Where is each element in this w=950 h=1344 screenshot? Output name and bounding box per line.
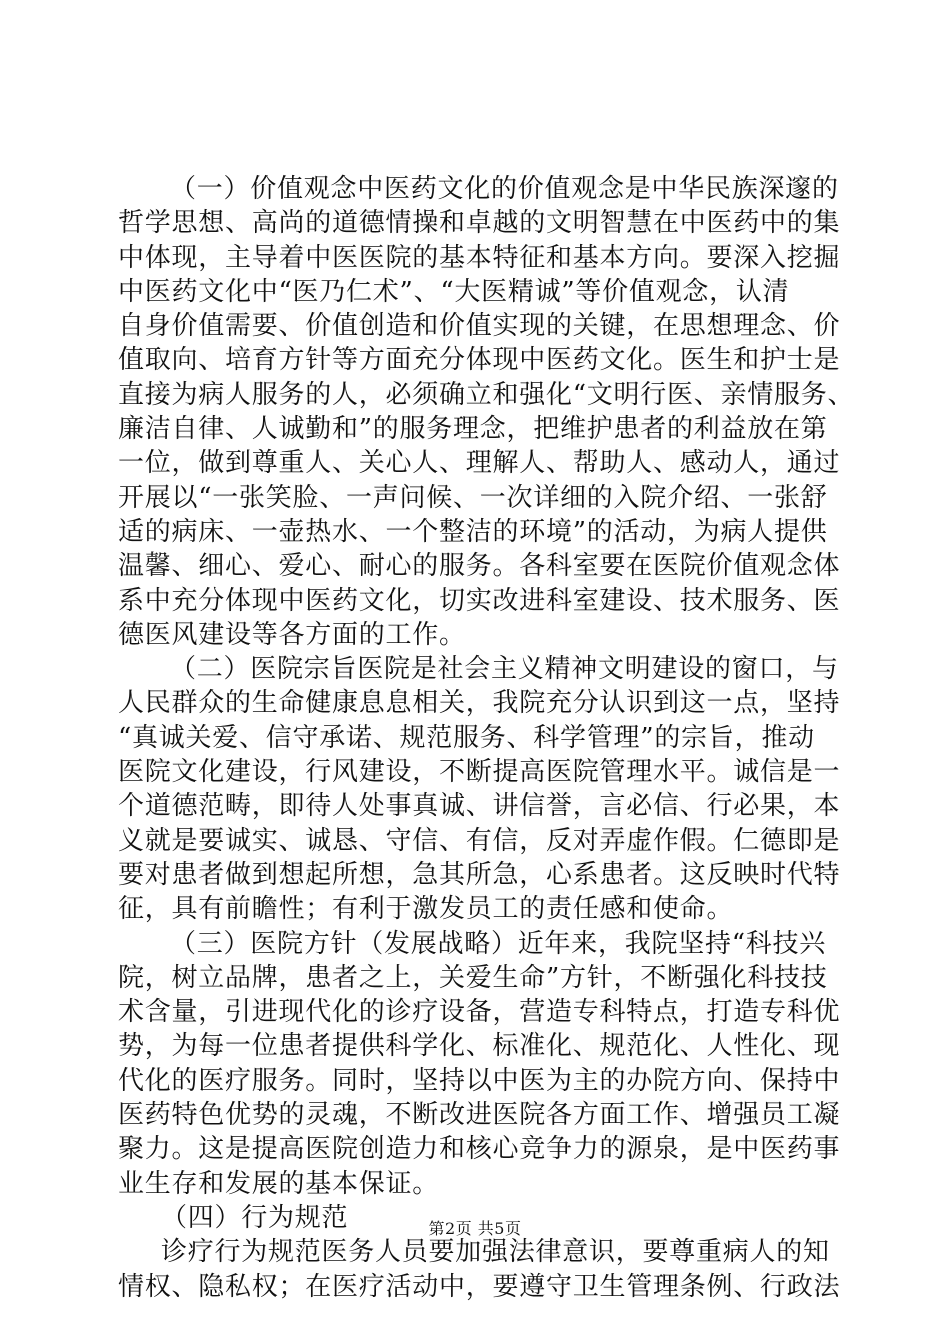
text-line: 个道德范畴，即待人处事真诚、讲信誉，言必信、行必果，本: [118, 791, 841, 822]
text-line: 直接为病人服务的人，必须确立和强化“文明行医、亲情服务、: [118, 379, 855, 410]
text-line: 势，为每一位患者提供科学化、标准化、规范化、人性化、现: [118, 1031, 841, 1062]
text-line: 院，树立品牌，患者之上，关爱生命”方针，不断强化科技技: [118, 962, 828, 993]
text-line: 医药特色优势的灵魂，不断改进医院各方面工作、增强员工凝: [118, 1100, 841, 1131]
text-line: 值取向、培育方针等方面充分体现中医药文化。医生和护士是: [118, 345, 841, 376]
text-line: （二）医院宗旨医院是社会主义精神文明建设的窗口，与: [170, 654, 839, 685]
text-line: （三）医院方针（发展战略）近年来，我院坚持“科技兴: [170, 928, 827, 959]
text-line: 征，具有前瞻性；有利于激发员工的责任感和使命。: [118, 894, 734, 925]
section-heading: （四）行为规范: [161, 1202, 349, 1233]
text-line: 德医风建设等各方面的工作。: [118, 619, 466, 650]
text-line: 义就是要诚实、诚恳、守信、有信，反对弄虚作假。仁德即是: [118, 825, 841, 856]
text-line: 自身价值需要、价值创造和价值实现的关键，在思想理念、价: [118, 311, 841, 342]
text-line: 要对患者做到想起所想，急其所急，心系患者。这反映时代特: [118, 859, 841, 890]
text-line: 中体现，主导着中医医院的基本特征和基本方向。要深入挖掘: [118, 242, 841, 273]
text-line: 温馨、细心、爱心、耐心的服务。各科室要在医院价值观念体: [118, 551, 841, 582]
text-line: 医院文化建设，行风建设，不断提高医院管理水平。诚信是一: [118, 757, 841, 788]
text-line: 开展以“一张笑脸、一声问候、一次详细的入院介绍、一张舒: [118, 482, 828, 513]
text-line: 中医药文化中“医乃仁术”、“大医精诚”等价值观念，认清: [118, 276, 790, 307]
text-line: 人民群众的生命健康息息相关，我院充分认识到这一点，坚持: [118, 688, 841, 719]
text-line: “真诚关爱、信守承诺、规范服务、科学管理”的宗旨，推动: [118, 722, 815, 753]
page-number-footer: 第2页 共5页: [428, 1219, 522, 1238]
text-line: 术含量，引进现代化的诊疗设备，营造专科特点，打造专科优: [118, 997, 841, 1028]
document-body: [118, 172, 855, 1304]
text-line: 代化的医疗服务。同时，坚持以中医为主的办院方向、保持中: [118, 1065, 841, 1096]
text-line: 诊疗行为规范医务人员要加强法律意识，要尊重病人的知: [161, 1237, 830, 1268]
text-line: 情权、隐私权；在医疗活动中，要遵守卫生管理条例、行政法: [118, 1271, 841, 1302]
text-line: 业生存和发展的基本保证。: [118, 1168, 440, 1199]
text-line: 廉洁自律、人诚勤和”的服务理念，把维护患者的利益放在第: [118, 414, 828, 445]
text-line: 适的病床、一壶热水、一个整洁的环境”的活动，为病人提供: [118, 516, 828, 547]
text-line: （一）价值观念中医药文化的价值观念是中华民族深邃的: [170, 174, 839, 204]
text-line: 哲学思想、高尚的道德情操和卓越的文明智慧在中医药中的集: [118, 208, 841, 239]
text-line: 一位，做到尊重人、关心人、理解人、帮助人、感动人，通过: [118, 448, 841, 479]
text-line: 聚力。这是提高医院创造力和核心竞争力的源泉，是中医药事: [118, 1134, 841, 1165]
text-line: 系中充分体现中医药文化，切实改进科室建设、技术服务、医: [118, 585, 841, 616]
